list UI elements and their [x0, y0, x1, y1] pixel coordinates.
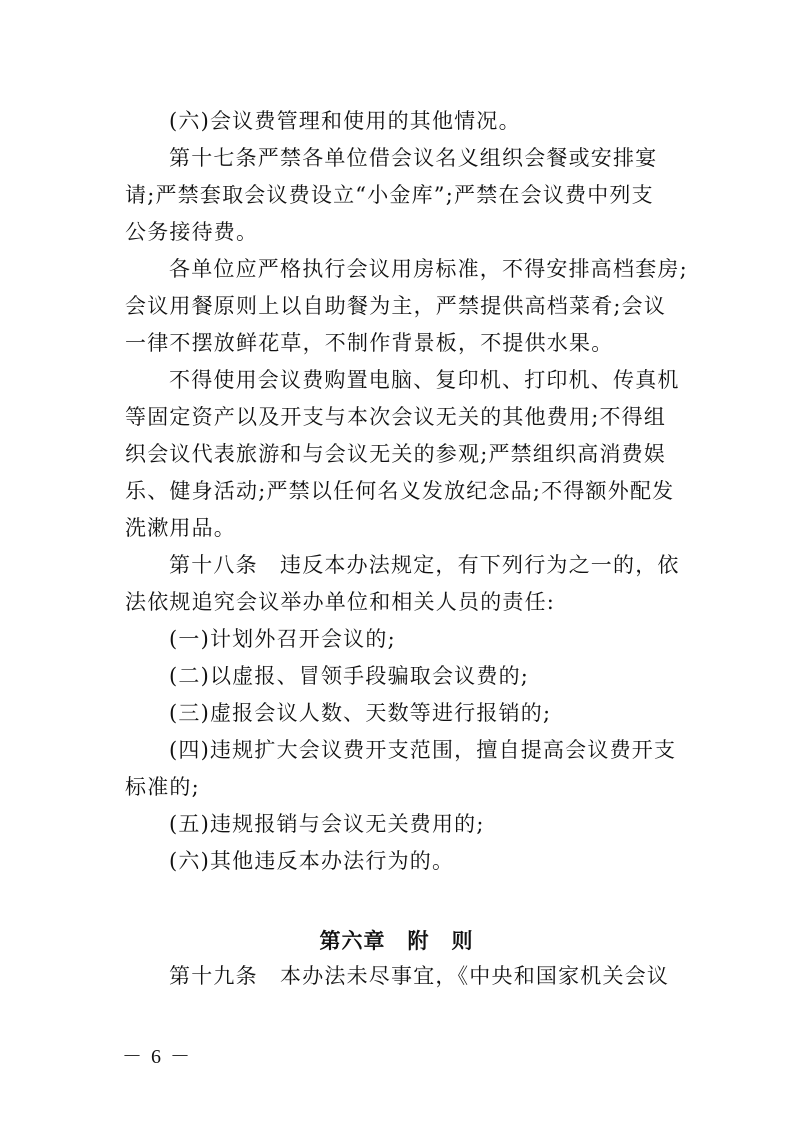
body-text-top — [125, 103, 688, 880]
text-line: (二)以虚报、冒领手段骗取会议费的; — [169, 664, 530, 688]
text-line: (三)虚报会议人数、天数等进行报销的; — [169, 701, 552, 725]
text-line: (五)违规报销与会议无关费用的; — [169, 812, 485, 836]
text-line: 第十九条 本办法未尽事宜，《中央和国家机关会议 — [169, 964, 670, 988]
text-line: 会议用餐原则上以自助餐为主，严禁提供高档菜肴;会议 — [125, 294, 667, 318]
text-line: 第十八条 违反本办法规定，有下列行为之一的，依 — [169, 553, 680, 577]
text-line: 公务接待费。 — [125, 220, 259, 244]
text-line: 法依规追究会议举办单位和相关人员的责任: — [125, 590, 556, 614]
body-text-bottom — [125, 958, 670, 995]
page-number: － 6 － — [122, 1046, 192, 1068]
text-line: 乐、健身活动;严禁以任何名义发放纪念品;不得额外配发 — [125, 479, 675, 503]
chapter-title: 第六章 附 则 — [319, 929, 474, 953]
text-line: 等固定资产以及开支与本次会议无关的其他费用;不得组 — [125, 405, 667, 429]
text-line: 各单位应严格执行会议用房标准，不得安排高档套房; — [169, 257, 688, 281]
text-line: (六)其他违反本办法行为的。 — [169, 849, 455, 873]
text-line: (一)计划外召开会议的; — [169, 627, 396, 651]
text-line: 洗漱用品。 — [125, 516, 236, 540]
text-line: 织会议代表旅游和与会议无关的参观;严禁组织高消费娱 — [125, 442, 667, 466]
text-line: 一律不摆放鲜花草，不制作背景板，不提供水果。 — [125, 331, 614, 355]
text-line: 标准的; — [125, 775, 200, 799]
text-line: 请;严禁套取会议费设立“小金库”;严禁在会议费中列支 — [125, 183, 654, 207]
text-line: 第十七条严禁各单位借会议名义组织会餐或安排宴 — [169, 146, 658, 170]
text-line: (四)违规扩大会议费开支范围，擅自提高会议费开支 — [169, 738, 677, 762]
text-line: (六)会议费管理和使用的其他情况。 — [169, 109, 521, 133]
text-line: 不得使用会议费购置电脑、复印机、打印机、传真机 — [169, 368, 680, 392]
